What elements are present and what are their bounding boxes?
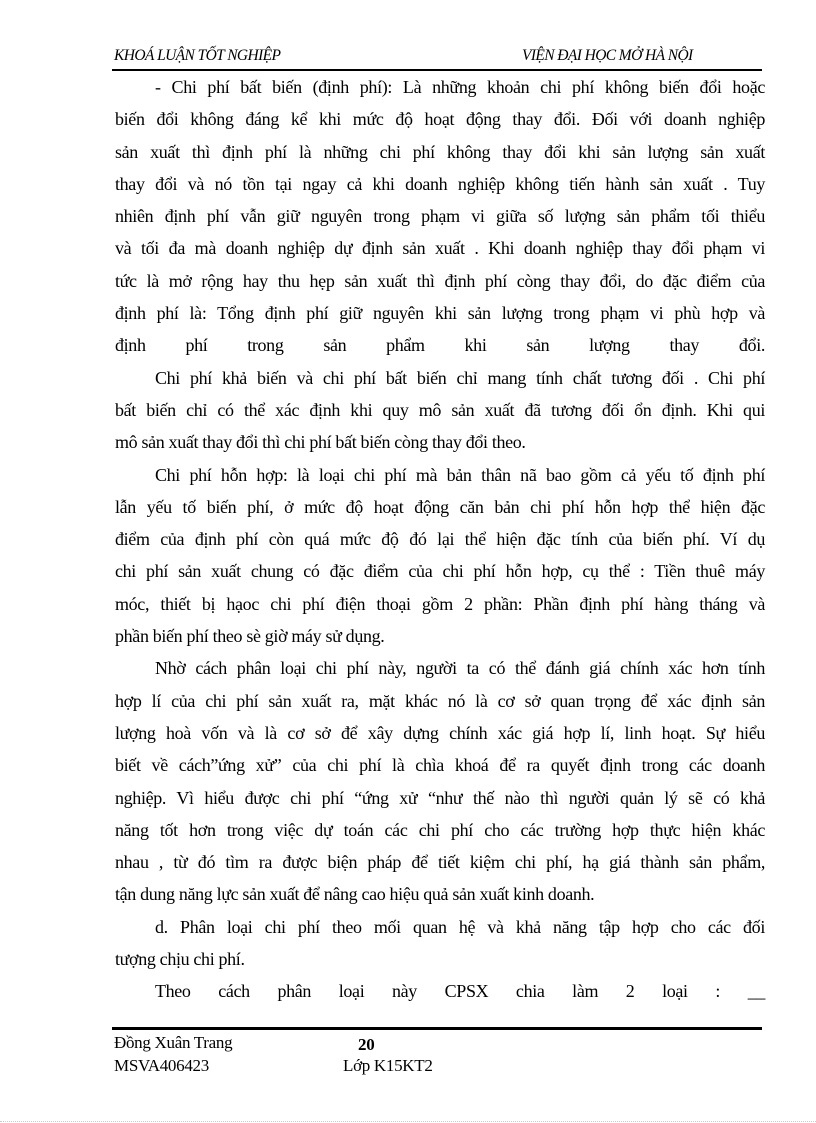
- header-thesis-title: KHOÁ LUẬN TỐT NGHIỆP: [114, 47, 281, 64]
- paragraph-line: và tối đa mà doanh nghiệp dự định sản xuất . Khi doanh nghiệp thay đổi phạm vi: [115, 238, 765, 259]
- paragraph-line: Nhờ cách phân loại chi phí này, người ta có thể đánh giá chính xác hơn tính: [155, 658, 765, 679]
- paragraph-line: nghiệp. Vì hiểu được chi phí “ứng xử “như thế nào thì người quản lý sẽ có khả: [115, 787, 765, 808]
- paragraph-line: móc, thiết bị hạoc chi phí điện thoại gồm 2 phần: Phần định phí hàng tháng và: [115, 593, 765, 614]
- paragraph-line: Theo cách phân loại này CPSX chia làm 2 loại : __: [155, 981, 765, 1002]
- paragraph-line: tức là mở rộng hay thu hẹp sản xuất thì định phí còng thay đổi, do đặc điểm của: [115, 270, 765, 291]
- paragraph-line: định phí trong sản phẩm khi sản lượng thay đổi.: [115, 335, 765, 356]
- document-body: [115, 71, 765, 1008]
- paragraph-line: biến đổi không đáng kể khi mức độ hoạt động thay đổi. Đối với doanh nghiệp: [115, 109, 765, 130]
- paragraph-line: định phí là: Tổng định phí giữ nguyên khi sản lượng trong phạm vi phù hợp và: [115, 303, 765, 324]
- paragraph-line: lẫn yếu tố biến phí, ở mức độ hoạt động căn bản chi phí hỗn hợp thể hiện đặc: [115, 496, 765, 517]
- footer-class: Lớp K15KT2: [343, 1056, 433, 1075]
- page-boundary: [0, 1121, 816, 1122]
- paragraph-line: bất biến chỉ có thể xác định khi quy mô sản xuất đã tương đối ổn định. Khi qui: [115, 399, 765, 420]
- paragraph-line: nhau , từ đó tìm ra được biện pháp để tiết kiệm chi phí, hạ giá thành sản phẩm,: [115, 852, 765, 873]
- paragraph-line: biết về cách”ứng xử” của chi phí là chìa khoá để ra quyết định trong các doanh: [115, 755, 765, 776]
- paragraph-line: phần biến phí theo sè giờ máy sử dụng.: [115, 626, 385, 647]
- footer-divider: [112, 1027, 762, 1030]
- paragraph-line: mô sản xuất thay đổi thì chi phí bất biến còng thay đổi theo.: [115, 432, 526, 453]
- paragraph-line: sản xuất thì định phí là những chi phí không thay đổi khi sản lượng sản xuất: [115, 141, 765, 162]
- paragraph-line: tượng chịu chi phí.: [115, 949, 245, 970]
- paragraph-line: chi phí sản xuất chung có đặc điểm của chi phí hỗn hợp, cụ thể : Tiền thuê máy: [115, 561, 765, 582]
- paragraph-line: năng tốt hơn trong việc dự toán các chi phí cho các trường hợp thực hiện khác: [115, 819, 765, 840]
- paragraph-line: điểm của định phí còn quá mức độ đó lại thể hiện đặc tính của biến phí. Ví dụ: [115, 529, 765, 550]
- paragraph-line: nhiên định phí vẫn giữ nguyên trong phạm vi giữa số lượng sản phẩm tối thiểu: [115, 206, 765, 227]
- paragraph-line: Chi phí khả biến và chi phí bất biến chỉ mang tính chất tương đối . Chi phí: [155, 367, 765, 388]
- footer-author: Đồng Xuân Trang: [114, 1033, 233, 1052]
- paragraph-line: thay đổi và nó tồn tại ngay cả khi doanh nghiệp không tiến hành sản xuất . Tuy: [115, 173, 765, 194]
- paragraph-line: hợp lí của chi phí sản xuất ra, mặt khác nó là cơ sở quan trọng để xác định sản: [115, 690, 765, 711]
- paragraph-line: Chi phí hỗn hợp: là loại chi phí mà bản thân nã bao gồm cả yếu tố định phí: [155, 464, 765, 485]
- page-number: 20: [358, 1035, 375, 1054]
- footer-student-id: MSVA406423: [114, 1056, 209, 1075]
- header-institution: VIỆN ĐẠI HỌC MỞ HÀ NỘI: [522, 47, 693, 64]
- paragraph-line: tận dung năng lực sản xuất để nâng cao hiệu quả sản xuất kinh doanh.: [115, 884, 595, 905]
- paragraph-line: d. Phân loại chi phí theo mối quan hệ và khả năng tập hợp cho các đối: [155, 916, 765, 937]
- paragraph-line: lượng hoà vốn và là cơ sở để xây dựng chính xác giá hợp lí, linh hoạt. Sự hiểu: [115, 722, 765, 743]
- paragraph-line: - Chi phí bất biến (định phí): Là những khoản chi phí không biến đổi hoặc: [155, 77, 765, 97]
